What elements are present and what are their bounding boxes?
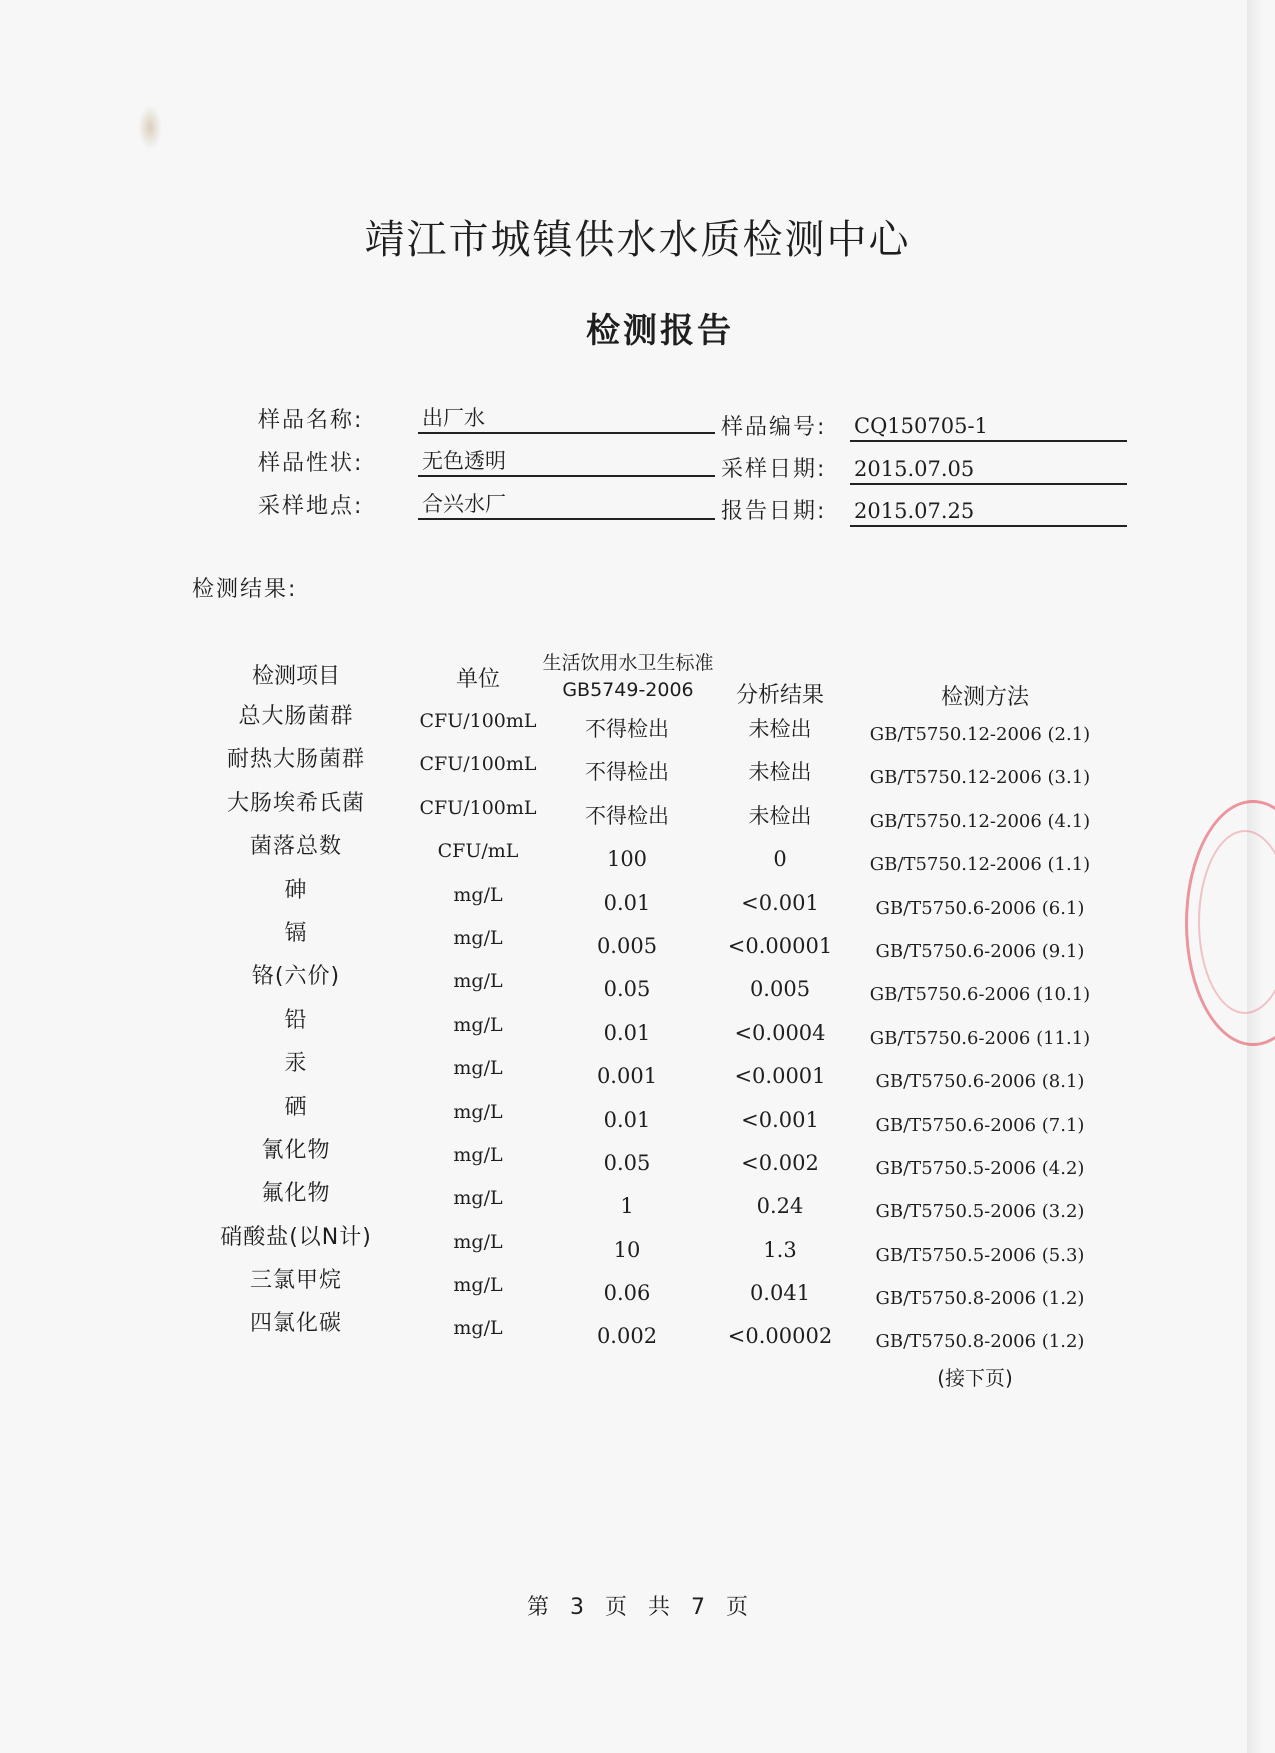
row-item: 硝酸盐(以N计) [220,1224,372,1250]
row-method: GB/T5750.12-2006 (3.1) [869,767,1091,789]
row-result: 0 [773,847,787,872]
sample-state-value: 无色透明 [418,447,715,477]
row-unit: mg/L [453,1187,503,1210]
sample-no-value: CQ150705-1 [850,412,1127,442]
row-unit: mg/L [453,1274,503,1297]
row-result: <0.002 [741,1150,819,1175]
row-unit: CFU/mL [437,840,519,863]
report-date-label: 报告日期: [721,499,827,524]
row-unit: mg/L [453,926,503,949]
table-row [0,1004,1275,1047]
row-method: GB/T5750.8-2006 (1.2) [875,1288,1085,1310]
row-method: GB/T5750.5-2006 (5.3) [875,1244,1085,1266]
row-method: GB/T5750.6-2006 (7.1) [875,1114,1085,1136]
row-item: 耐热大肠菌群 [226,747,365,773]
row-result: 未检出 [748,760,812,785]
page-number: 第 3 页 共 7 页 [527,1595,748,1620]
row-result: <0.0001 [734,1064,826,1089]
row-unit: mg/L [453,883,503,906]
sample-name-label: 样品名称: [258,408,364,433]
row-result: 未检出 [748,803,812,828]
row-item: 三氯甲烷 [249,1268,342,1294]
column-header-result: 分析结果 [735,683,824,708]
report-title: 检测报告 [586,311,734,351]
column-header-standard: 生活饮用水卫生标准GB5749-2006 [542,652,714,701]
sampling-date-label: 采样日期: [721,457,827,482]
row-standard: 0.01 [603,890,651,915]
row-standard: 0.06 [603,1281,651,1306]
table-row [0,1091,1275,1134]
table-row [0,874,1275,917]
sample-no-label: 样品编号: [721,415,827,440]
sampling-site-label: 采样地点: [258,494,364,519]
row-standard: 0.05 [603,977,651,1002]
row-standard: 100 [606,847,648,872]
row-item: 汞 [284,1051,308,1077]
row-result: 0.041 [749,1281,811,1306]
row-item: 总大肠菌群 [238,704,354,729]
row-result: 1.3 [763,1237,797,1262]
sample-name-value: 出厂水 [418,404,715,434]
row-method: GB/T5750.6-2006 (9.1) [875,940,1085,962]
table-row [0,1264,1275,1310]
row-standard: 0.005 [596,933,658,958]
row-method: GB/T5750.6-2006 (11.1) [869,1027,1091,1049]
row-item: 铅 [284,1007,308,1033]
row-result: 0.005 [749,977,811,1002]
table-row [0,1134,1275,1177]
row-item: 硒 [284,1094,308,1120]
row-method: GB/T5750.5-2006 (4.2) [875,1157,1085,1179]
row-result: <0.00002 [727,1324,833,1349]
row-unit: mg/L [453,1057,503,1080]
row-item: 四氯化碳 [249,1311,342,1337]
table-row [0,700,1275,743]
column-header-unit: 单位 [455,667,500,692]
column-header-item: 检测项目 [251,664,340,689]
row-unit: mg/L [453,1317,503,1340]
row-method: GB/T5750.5-2006 (3.2) [875,1201,1085,1223]
table-row [0,1307,1275,1353]
row-method: GB/T5750.12-2006 (4.1) [869,810,1091,832]
row-item: 氰化物 [261,1137,331,1163]
row-standard: 0.001 [596,1064,658,1089]
row-method: GB/T5750.6-2006 (8.1) [875,1071,1085,1093]
row-standard: 10 [613,1237,641,1262]
row-standard: 0.01 [603,1107,651,1132]
row-method: GB/T5750.12-2006 (1.1) [869,854,1091,876]
table-row [0,1221,1275,1264]
results-section-label: 检测结果: [192,577,298,602]
table-row [0,743,1275,789]
row-item: 铬(六价) [251,964,341,990]
row-item: 镉 [284,920,308,946]
row-result: <0.00001 [727,933,833,958]
row-unit: CFU/100mL [419,796,537,819]
row-item: 菌落总数 [249,834,342,860]
row-unit: mg/L [453,1230,503,1253]
table-row [0,1177,1275,1223]
row-method: GB/T5750.6-2006 (10.1) [869,984,1091,1006]
row-standard: 1 [620,1194,634,1219]
column-header-method: 检测方法 [940,685,1029,710]
row-standard: 0.01 [603,1020,651,1045]
row-unit: CFU/100mL [419,753,537,776]
sampling-site-value: 合兴水厂 [418,490,715,520]
row-item: 砷 [284,877,308,903]
row-unit: mg/L [453,1143,503,1166]
row-result: 未检出 [748,717,812,741]
continued-note: (接下页) [937,1366,1013,1390]
row-item: 氟化物 [261,1181,331,1207]
row-standard: 0.05 [603,1150,651,1175]
row-standard: 不得检出 [585,803,669,828]
row-standard: 不得检出 [585,760,669,785]
row-method: GB/T5750.8-2006 (1.2) [875,1331,1085,1353]
row-result: <0.001 [741,1107,819,1132]
report-date-value: 2015.07.25 [850,497,1127,527]
row-item: 大肠埃希氏菌 [226,790,365,816]
row-result: <0.001 [741,890,819,915]
table-row [0,917,1275,960]
table-row [0,830,1275,876]
table-row [0,1047,1275,1093]
paper-stain [138,105,162,150]
row-method: GB/T5750.6-2006 (6.1) [875,897,1085,919]
results-table [0,700,1275,1351]
row-unit: mg/L [453,1013,503,1036]
table-row [0,787,1275,830]
row-unit: mg/L [453,970,503,993]
organization-title: 靖江市城镇供水水质检测中心 [364,217,911,263]
sample-state-label: 样品性状: [258,451,364,476]
sampling-date-value: 2015.07.05 [850,455,1127,485]
row-result: <0.0004 [734,1020,826,1045]
row-method: GB/T5750.12-2006 (2.1) [869,724,1091,745]
row-result: 0.24 [756,1194,804,1219]
row-unit: CFU/100mL [419,710,537,732]
row-standard: 0.002 [596,1324,658,1349]
row-standard: 不得检出 [585,717,669,741]
row-unit: mg/L [453,1100,503,1123]
table-row [0,960,1275,1006]
